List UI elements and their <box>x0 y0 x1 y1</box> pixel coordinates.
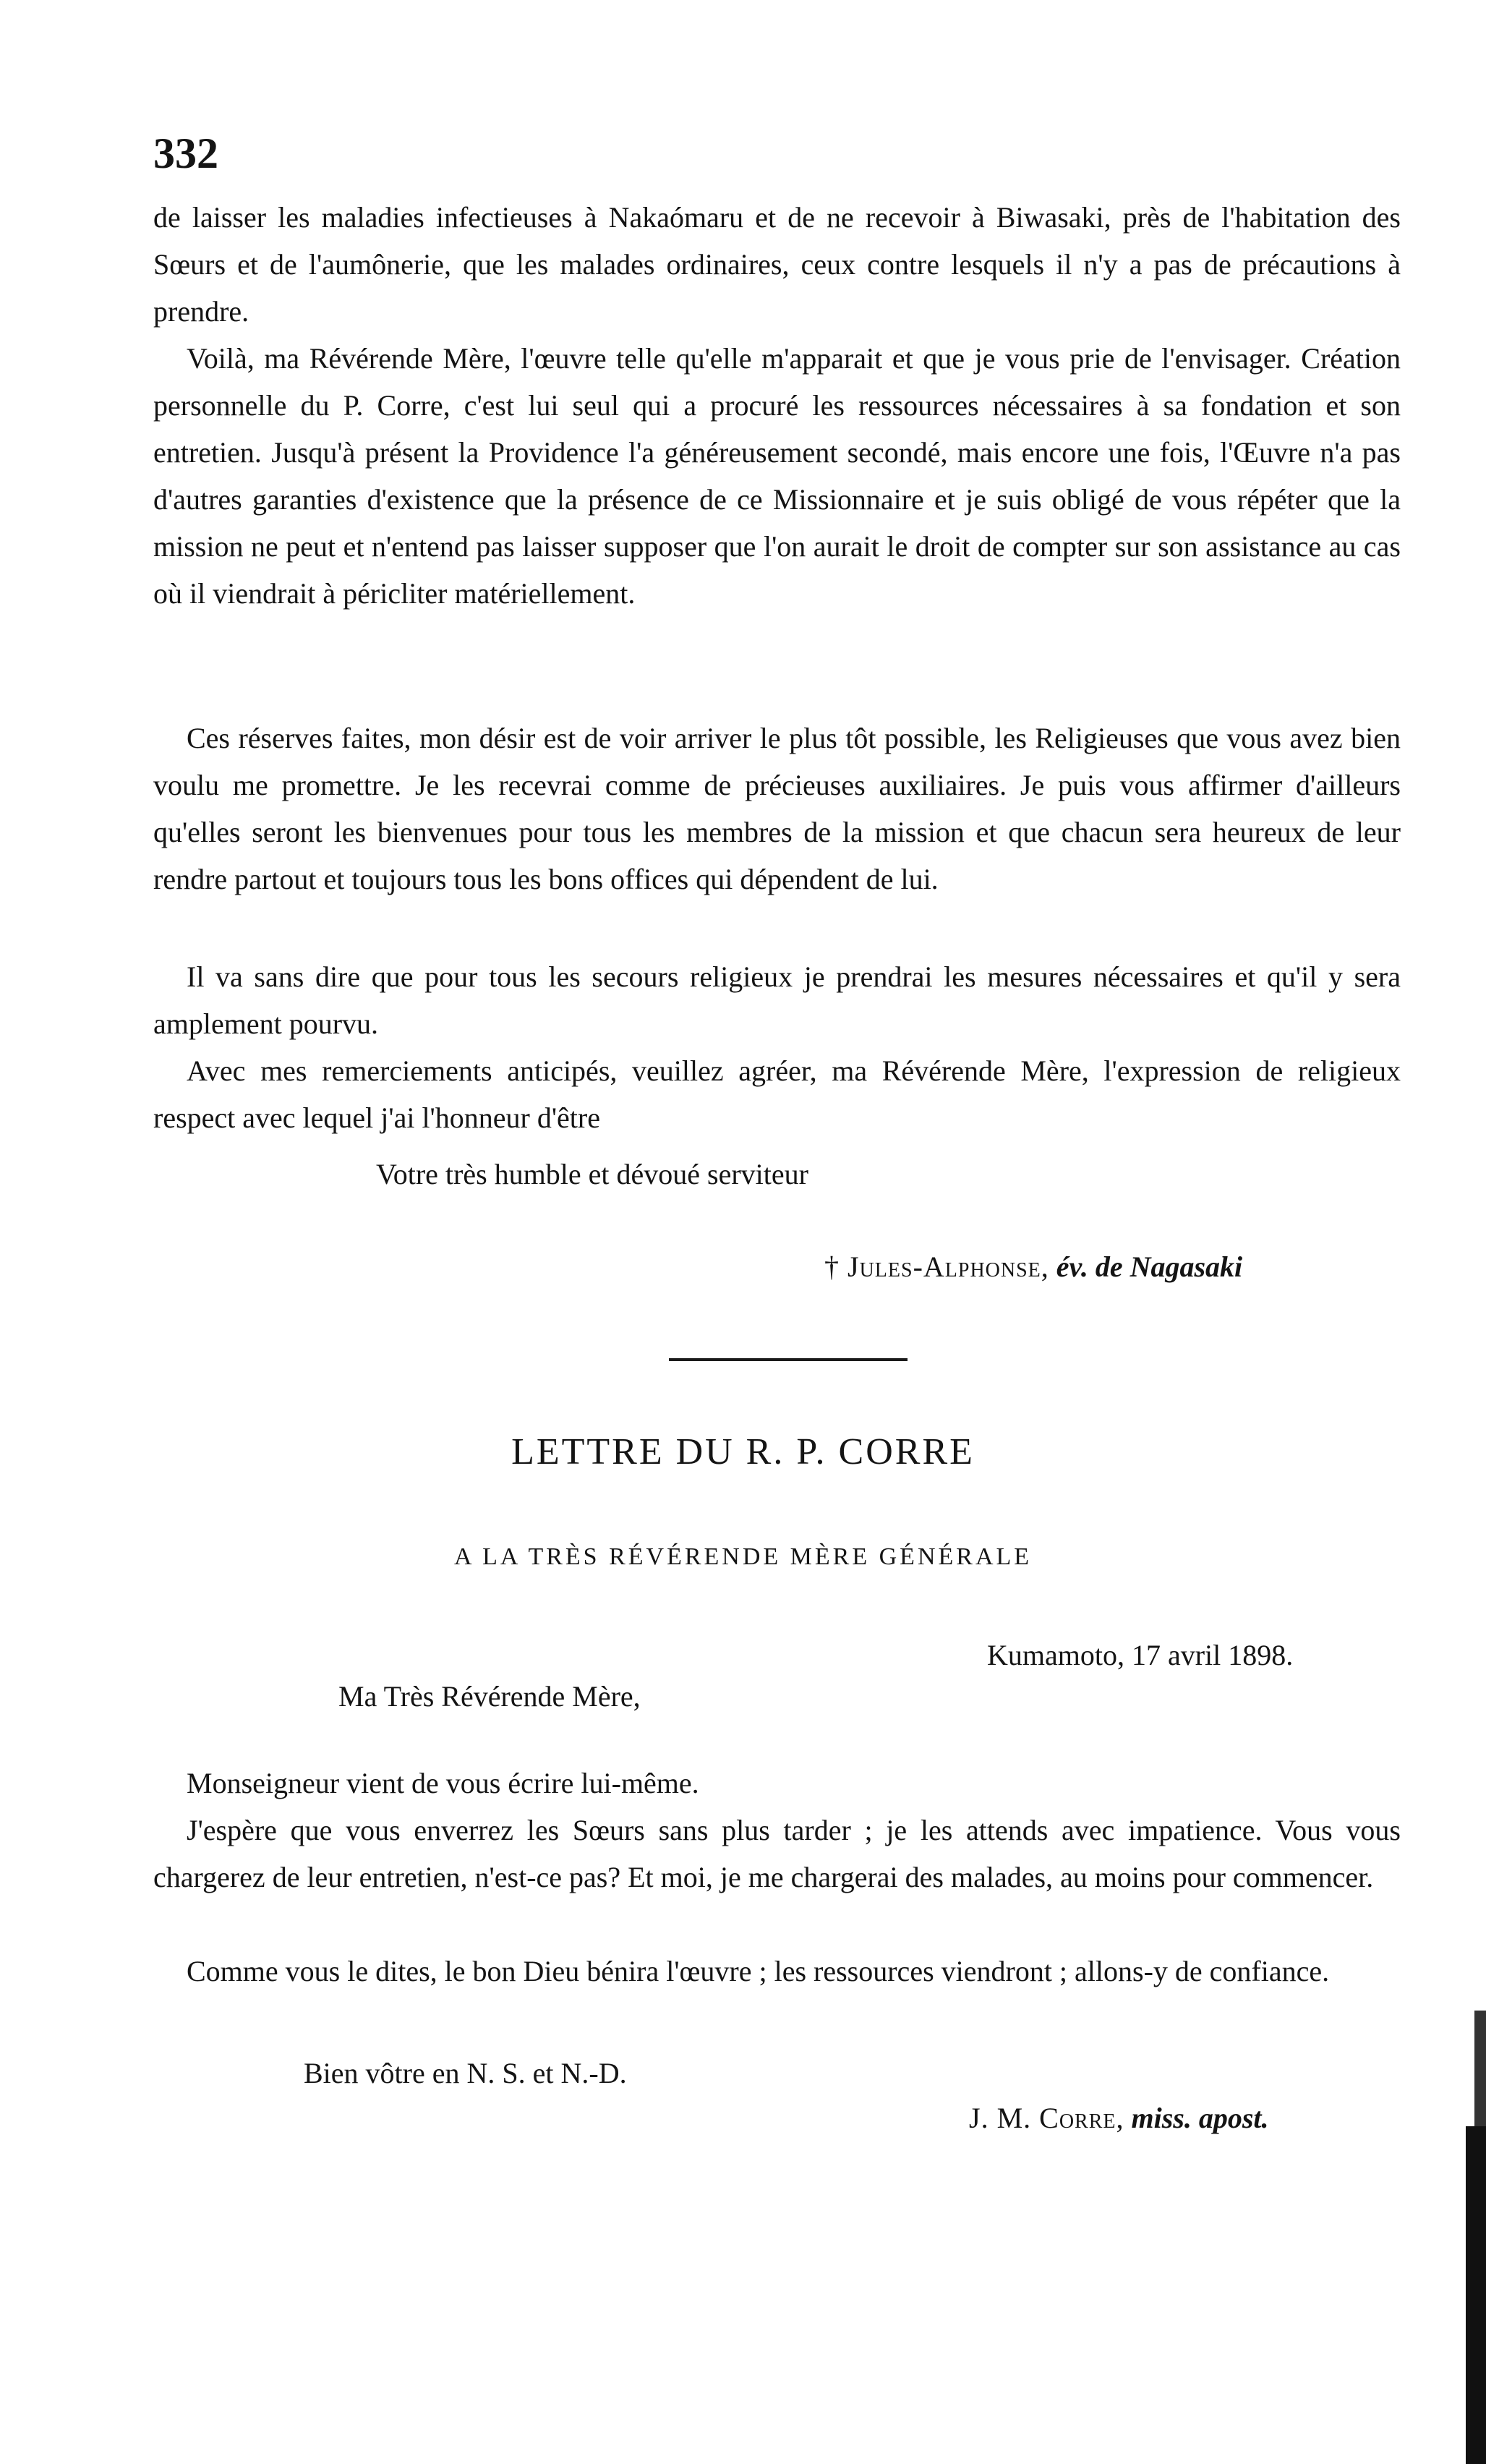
paragraph-6: Monseigneur vient de vous écrire lui-même. <box>187 1767 699 1799</box>
dateline: Kumamoto, 17 avril 1898. <box>987 1639 1294 1671</box>
signature-name-2: J. M. Corre, <box>969 2102 1124 2134</box>
signature-corre <box>969 2101 1269 2135</box>
letter-title: LETTRE DU R. P. CORRE <box>511 1431 975 1472</box>
section-divider <box>669 1358 908 1361</box>
signature-title-2: miss. apost. <box>1131 2102 1269 2134</box>
paragraph-3: Ces réserves faites, mon désir est de voir arriver le plus tôt possible, les Religieuses que vous avez bien voulu me promettre. Je les recevrai comme de précieuses auxiliaires. Je puis vous affirmer d'ailleurs qu'elles seront les bienvenues pour tous les membres de la mission et que chacun sera heureux de leur rendre partout et toujours tous les bons offices qui dépendent de lui. <box>153 722 1401 895</box>
signature-name: † Jules-Alphonse, <box>824 1250 1049 1283</box>
paragraph-7: J'espère que vous enverrez les Sœurs sans plus tarder ; je les attends avec impatience. Vous vous chargerez de leur entretien, n'est-ce pas? Et moi, je me chargerai des malades, au moins pour commencer. <box>153 1814 1401 1893</box>
page-number: 332 <box>153 129 218 177</box>
paragraph-5: Avec mes remerciements anticipés, veuillez agréer, ma Révérende Mère, l'expression de religieux respect avec lequel j'ai l'honneur d'être <box>153 1054 1401 1134</box>
scan-edge-mark <box>1457 0 1486 2464</box>
signature-title: év. de Nagasaki <box>1056 1250 1243 1283</box>
closing-formula: Votre très humble et dévoué serviteur <box>376 1158 808 1190</box>
paragraph-8: Comme vous le dites, le bon Dieu bénira l'œuvre ; les ressources viendront ; allons-y de confiance. <box>187 1955 1330 1987</box>
paragraph-4: Il va sans dire que pour tous les secours religieux je prendrai les mesures nécessaires et qu'il y sera amplement pourvu. <box>153 960 1401 1040</box>
salutation: Ma Très Révérende Mère, <box>338 1680 641 1713</box>
paragraph-2: Voilà, ma Révérende Mère, l'œuvre telle qu'elle m'apparait et que je vous prie de l'envisager. Création personnelle du P. Corre, c'est lui seul qui a procuré les ressources nécessaires à sa fondation et son entretien. Jusqu'à présent la Providence l'a généreusement secondé, mais encore une fois, l'Œuvre n'a pas d'autres garanties d'existence que la présence de ce Missionnaire et je suis obligé de vous répéter que la mission ne peut et n'entend pas laisser supposer que l'on aurait le droit de compter sur son assistance au cas où il viendrait à péricliter matériellement. <box>153 342 1401 610</box>
letter-subtitle: A LA TRÈS RÉVÉRENDE MÈRE GÉNÉRALE <box>453 1543 1033 1570</box>
signature-bishop <box>824 1250 1242 1284</box>
closing-formula-2: Bien vôtre en N. S. et N.-D. <box>304 2057 627 2089</box>
paragraph-1: de laisser les maladies infectieuses à Nakaómaru et de ne recevoir à Biwasaki, près de l'habitation des Sœurs et de l'aumônerie, que les malades ordinaires, ceux contre lesquels il n'y a pas de précautions à prendre. <box>153 201 1401 328</box>
